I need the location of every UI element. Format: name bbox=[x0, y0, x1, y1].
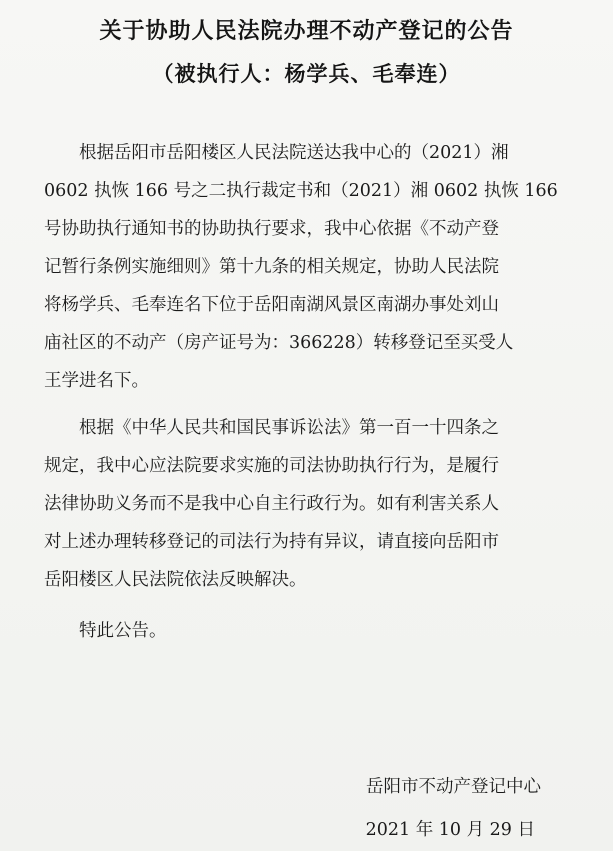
paragraph-line: 号协助执行通知书的协助执行要求，我中心依据《不动产登 bbox=[44, 219, 499, 239]
paragraph-line: 对上述办理转移登记的司法行为持有异议，请直接向岳阳市 bbox=[44, 532, 499, 552]
paragraph-closing bbox=[44, 612, 579, 650]
paragraph-line: 根据《中华人民共和国民事诉讼法》第一百一十四条之 bbox=[79, 418, 499, 438]
signature-organization: 岳阳市不动产登记中心 bbox=[366, 777, 541, 797]
paragraph-line: 法律协助义务而不是我中心自主行政行为。如有利害关系人 bbox=[44, 494, 499, 514]
paragraph-line: 岳阳楼区人民法院依法反映解决。 bbox=[44, 570, 307, 590]
notice-title: 关于协助人民法院办理不动产登记的公告 bbox=[99, 19, 514, 44]
paragraph-line: 0602 执恢 166 号之二执行裁定书和（2021）湘 0602 执恢 166 bbox=[44, 181, 558, 201]
notice-subtitle: （被执行人：杨学兵、毛奉连） bbox=[152, 62, 461, 86]
paragraph-line: 规定，我中心应法院要求实施的司法协助执行行为，是履行 bbox=[44, 456, 499, 476]
paragraph-line: 将杨学兵、毛奉连名下位于岳阳南湖风景区南湖办事处刘山 bbox=[44, 295, 499, 315]
paragraph-line: 王学进名下。 bbox=[44, 371, 149, 391]
paragraph-line: 根据岳阳市岳阳楼区人民法院送达我中心的（2021）湘 bbox=[79, 143, 509, 163]
paragraph-line: 特此公告。 bbox=[79, 621, 167, 641]
signature-date: 2021 年 10 月 29 日 bbox=[365, 820, 535, 840]
paragraph-court-request bbox=[44, 134, 579, 400]
paragraph-line: 记暂行条例实施细则》第十九条的相关规定，协助人民法院 bbox=[44, 257, 499, 277]
paragraph-line: 庙社区的不动产（房产证号为：366228）转移登记至买受人 bbox=[44, 333, 514, 353]
paragraph-legal-basis bbox=[44, 409, 579, 599]
